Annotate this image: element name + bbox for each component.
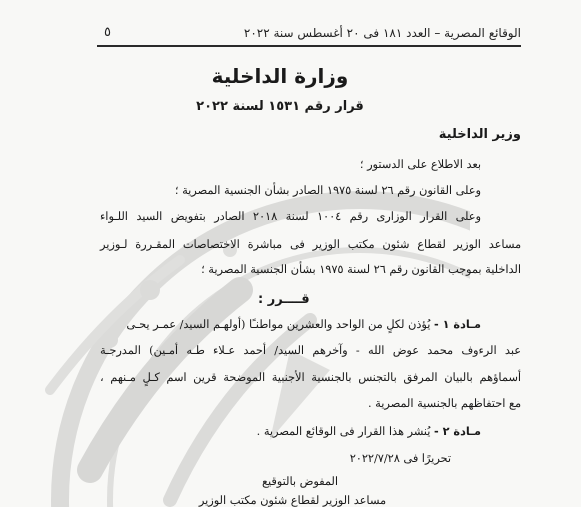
issuer-heading: وزير الداخلية (438, 127, 521, 142)
signature-delegate: المفوض بالتوقيع (261, 475, 338, 488)
article-1-label: مـادة ١ - (433, 318, 481, 331)
preamble-line: بعد الاطلاع على الدستور ؛ (359, 158, 481, 171)
decree-title: قرار رقم ١٥٣١ لسنة ٢٠٢٢ (196, 99, 364, 114)
article-1-line: يُؤذن لكلٍ من الواحد والعشرين مواطنـًا (أولهـم السيد/ عمـر يحـى (126, 318, 431, 331)
article-2-text: يُنشر هذا القرار فى الوقائع المصرية . (256, 425, 431, 438)
article-1-line: أسماؤهم بالبيان المرفق بالتجنس بالجنسية الأجنبية الموضحة قرين اسم كـلٍ مـنهم ، (100, 371, 521, 384)
preamble-line: وعلى القرار الوزارى رقم ١٠٠٤ لسنة ٢٠١٨ الصادر بتفويض السيد اللـواء (100, 210, 481, 223)
preamble-line: وعلى القانون رقم ٢٦ لسنة ١٩٧٥ الصادر بشأن الجنسية المصرية ؛ (174, 184, 481, 197)
preamble-line: الداخلية بموجب القانون رقم ٢٦ لسنة ١٩٧٥ بشأن الجنسية المصرية ؛ (201, 263, 521, 276)
decided-heading: قــــرر : (258, 292, 310, 307)
decree-date: تحريرًا فى ٢٠٢٢/٧/٢٨ (349, 452, 451, 465)
page-number: ٥ (104, 25, 111, 40)
article-1-line: عبد الرءوف محمد عوض الله - وآخرهم السيد/ أحمد عـلاء طـه أمـين) المدرجـة (100, 344, 521, 357)
gazette-header (97, 26, 521, 46)
article-2-label: مـادة ٢ - (433, 425, 481, 438)
preamble-line: مساعد الوزير لقطاع شئون مكتب الوزير فى مباشرة الاختصاصات المقـررة لـوزير (100, 238, 521, 251)
header-divider (97, 45, 521, 47)
article-1-line: مع احتفاظهم بالجنسية المصرية . (367, 397, 521, 410)
signature-title: مساعد الوزير لقطاع شئون مكتب الوزير (198, 494, 386, 507)
article-1 (100, 318, 481, 331)
article-2 (257, 425, 481, 438)
ministry-heading: وزارة الداخلية (211, 64, 349, 88)
gazette-issue-line: الوقائع المصرية – العدد ١٨١ فى ٢٠ أغسطس سنة ٢٠٢٢ (243, 26, 521, 40)
